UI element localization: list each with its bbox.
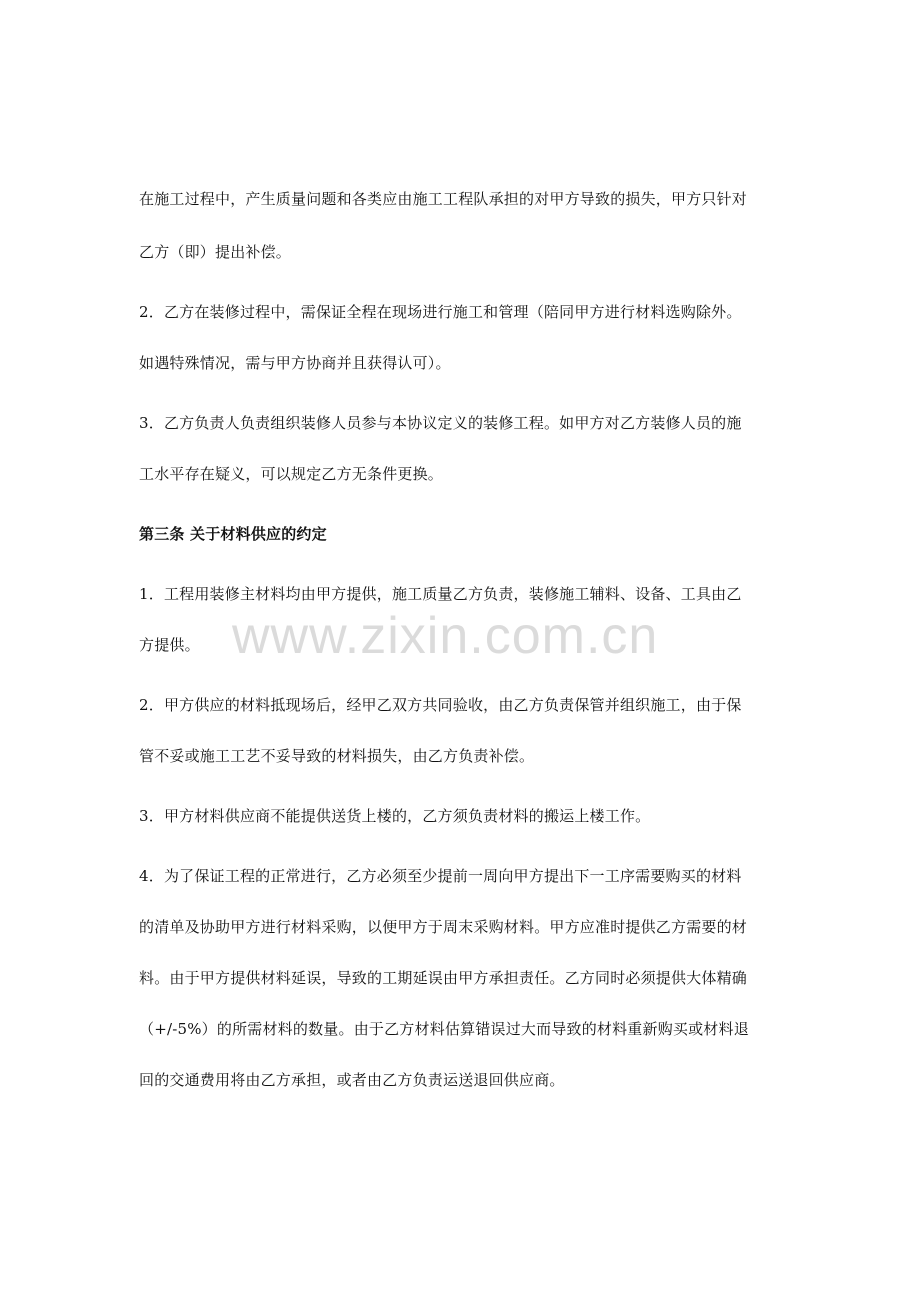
paragraph-line: 料。由于甲方提供材料延误，导致的工期延误由甲方承担责任。乙方同时必须提供大体精确 (139, 969, 748, 987)
paragraph-line: 管不妥或施工工艺不妥导致的材料损失，由乙方负责补偿。 (139, 747, 535, 765)
watermark-text: www.zixin.com.cn (232, 607, 659, 665)
paragraph-line: 2．乙方在装修过程中，需保证全程在现场进行施工和管理（陪同甲方进行材料选购除外。 (139, 303, 742, 321)
paragraph-line: 3．乙方负责人负责组织装修人员参与本协议定义的装修工程。如甲方对乙方装修人员的施 (139, 414, 742, 432)
section-heading: 第三条 关于材料供应的约定 (139, 525, 327, 543)
paragraph-line: 2．甲方供应的材料抵现场后，经甲乙双方共同验收，由乙方负责保管并组织施工，由于保 (139, 696, 742, 714)
paragraph-line: 工水平存在疑义，可以规定乙方无条件更换。 (139, 465, 444, 483)
paragraph-line: 1．工程用装修主材料均由甲方提供，施工质量乙方负责，装修施工辅料、设备、工具由乙 (139, 585, 742, 603)
paragraph-line: 4．为了保证工程的正常进行，乙方必须至少提前一周向甲方提出下一工序需要购买的材料 (139, 867, 742, 885)
paragraph-line: 3．甲方材料供应商不能提供送货上楼的，乙方须负责材料的搬运上楼工作。 (139, 807, 651, 825)
paragraph-line: （+/-5%）的所需材料的数量。由于乙方材料估算错误过大而导致的材料重新购买或材料退 (139, 1020, 749, 1038)
paragraph-line: 回的交通费用将由乙方承担，或者由乙方负责运送退回供应商。 (139, 1071, 565, 1089)
paragraph-line: 方提供。 (139, 636, 200, 654)
paragraph-line: 乙方（即）提出补偿。 (139, 243, 292, 261)
paragraph-line: 在施工过程中，产生质量问题和各类应由施工工程队承担的对甲方导致的损失，甲方只针对 (139, 190, 748, 208)
paragraph-line: 的清单及协助甲方进行材料采购，以便甲方于周末采购材料。甲方应准时提供乙方需要的材 (139, 918, 748, 936)
paragraph-line: 如遇特殊情况，需与甲方协商并且获得认可）。 (139, 354, 451, 372)
